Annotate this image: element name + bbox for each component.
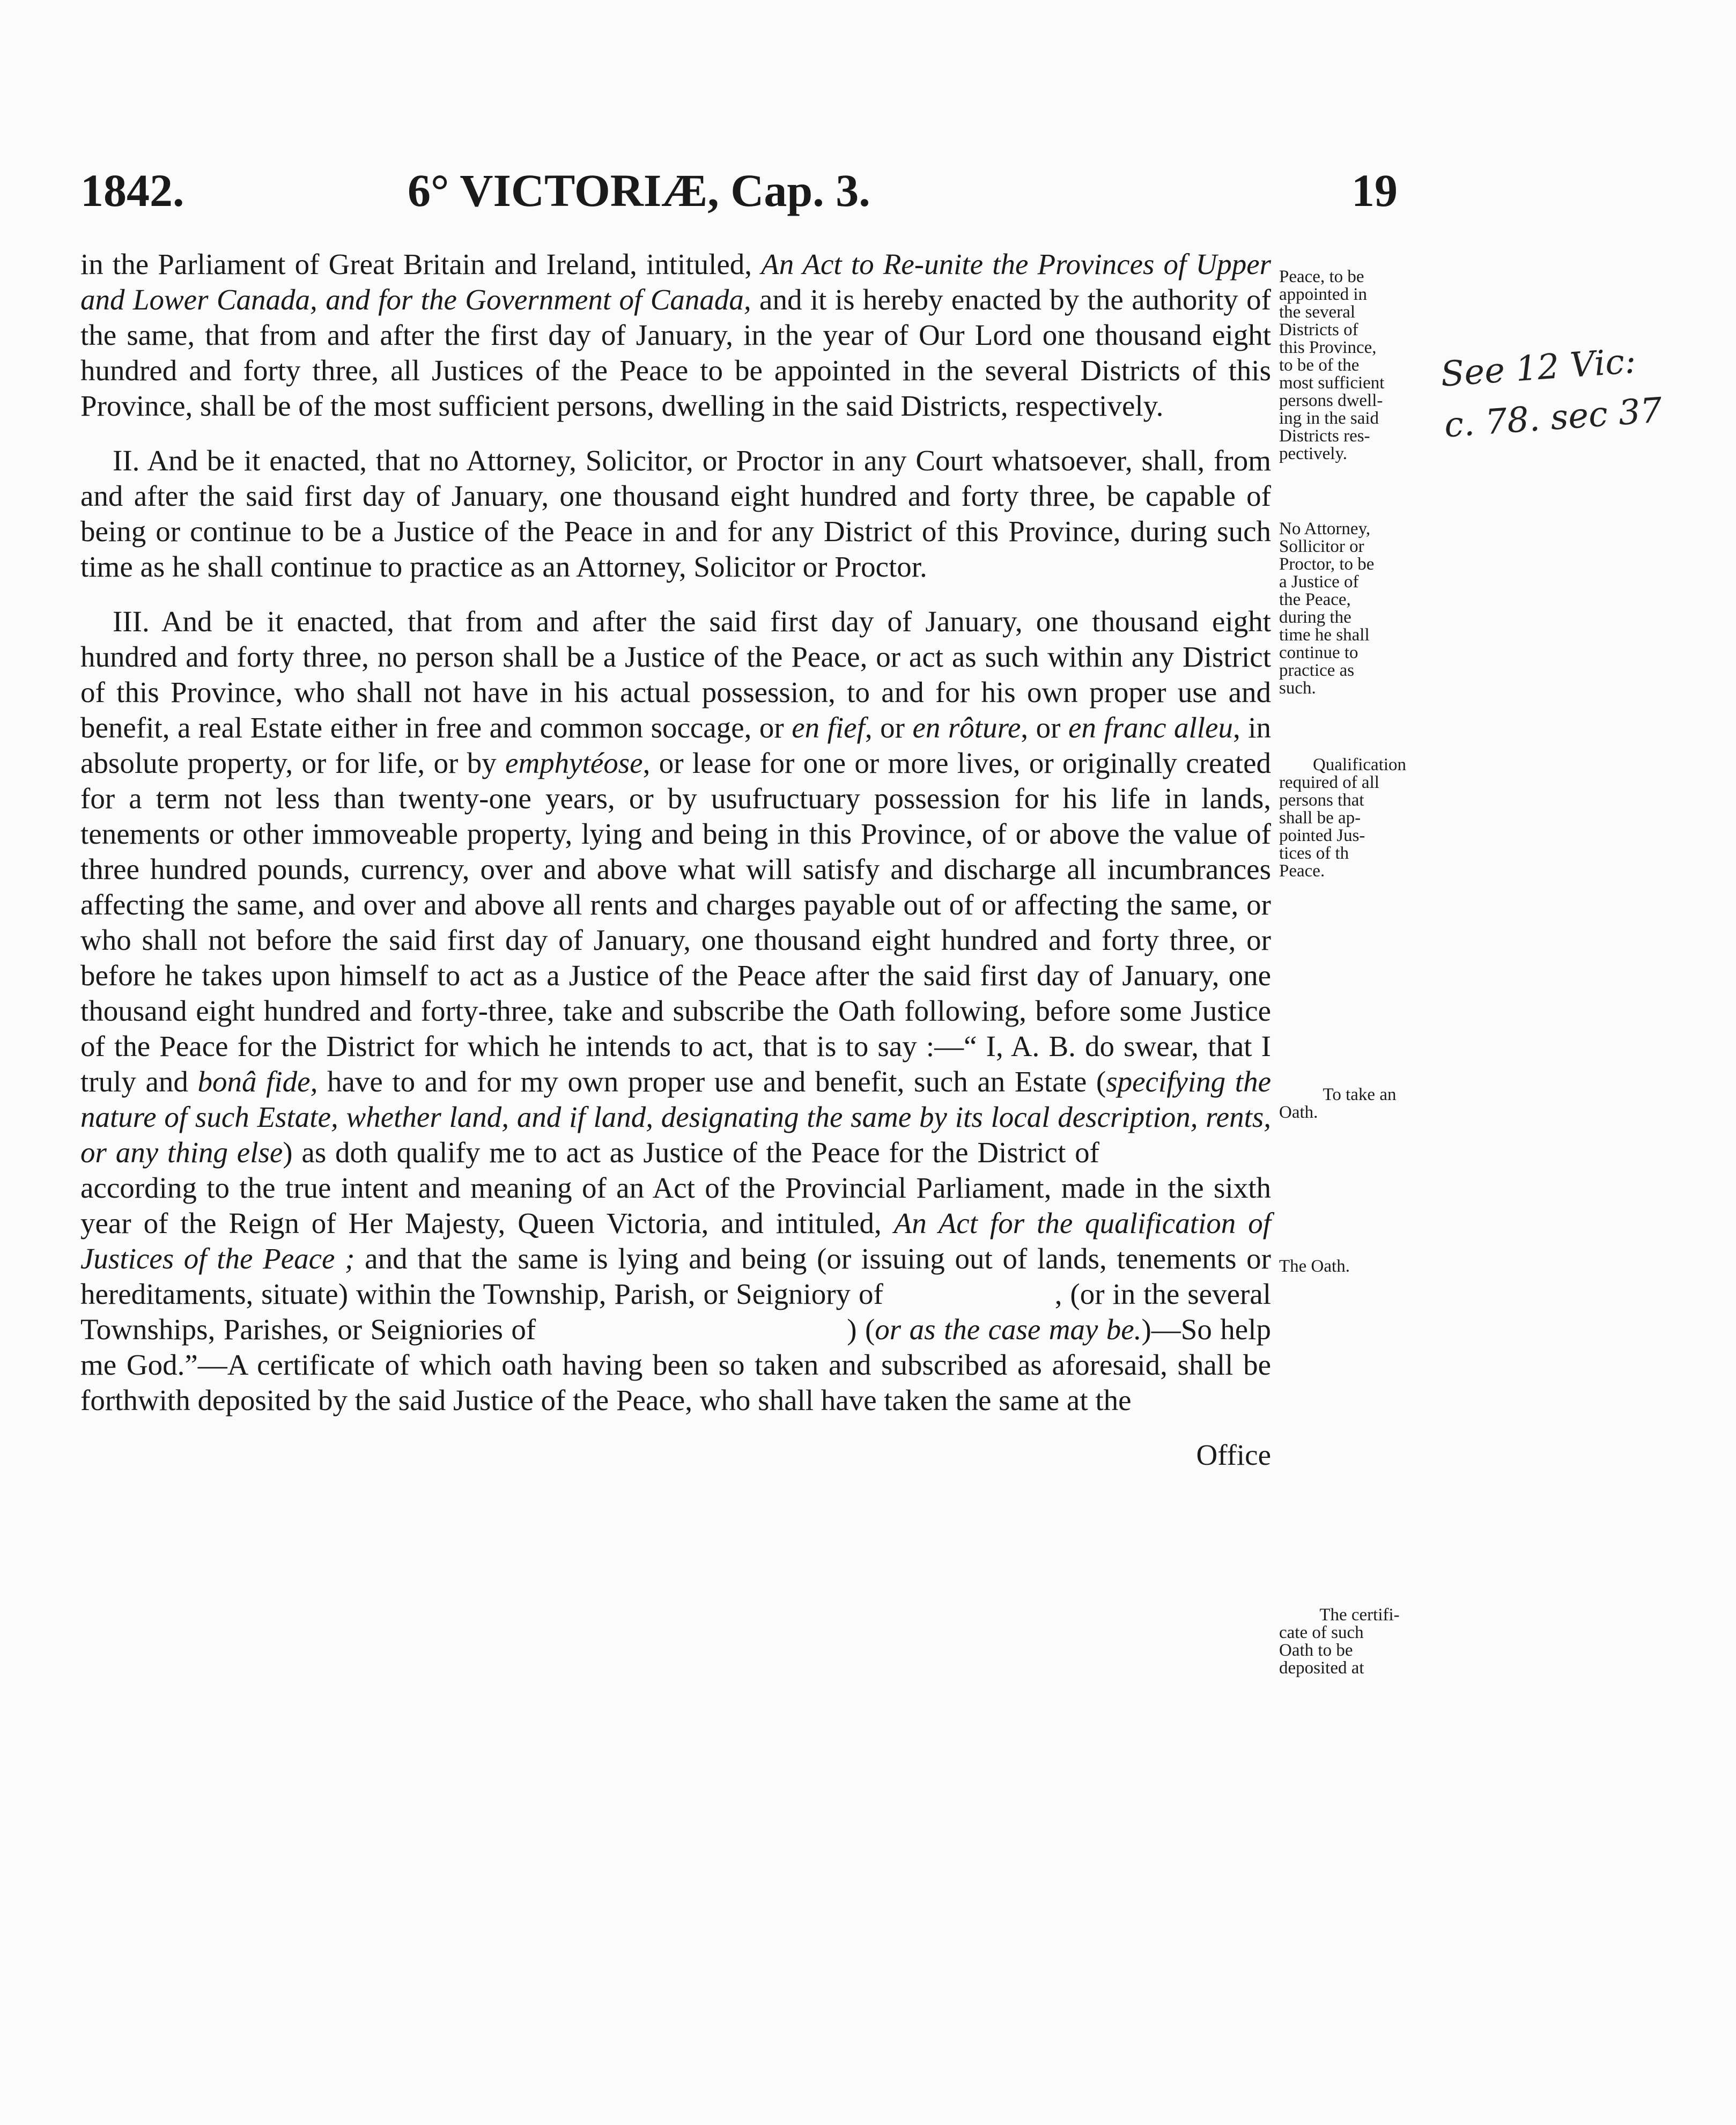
term-en-fief: en fief (792, 711, 865, 744)
marginal-note-5 (1279, 1258, 1440, 1275)
text-run: , (or in the several Townships, Parishes, or Seigniories of (80, 1278, 1271, 1346)
note-line: a Justice of (1279, 572, 1359, 592)
note-line: The certifi- (1319, 1605, 1400, 1625)
header-title: 6° VICTORIÆ, Cap. 3. (408, 165, 870, 216)
note-line: such. (1279, 678, 1316, 698)
marginal-note-4 (1279, 1086, 1440, 1121)
text-run: and that the same is lying and being (or issuing out of lands, tenements or hereditaments, situate) within the Township, Parish, or Seigniory of (80, 1242, 1271, 1310)
note-line: appointed in (1279, 285, 1368, 304)
text-run: , or (1021, 711, 1068, 744)
marginal-note-6 (1279, 1606, 1440, 1677)
section-ii: II. And be it enacted, that no Attorney, Solicitor, or Proctor in any Court whatsoever, shall, from and after the said first day of January, one thousand eight hundred and forty three, be capable of being or continue to be a Justice of the Peace in and for any District of this Province, during such time as he shall continue to practice as an Attorney, Solicitor or Proctor. (80, 444, 1271, 583)
text-run: III. And be it enacted, that from and after the said first day of January, one thousand eight hundred and forty three, no person shall be a Justice of the Peace, or act as such within any District of this Province, who shall not have in his actual possession, to and for his own proper use and benefit, a real Estate either in free and common soccage, or (80, 605, 1271, 744)
note-line: Districts res- (1279, 426, 1370, 446)
note-line: ing in the said (1279, 409, 1379, 428)
header-year: 1842. (80, 165, 184, 216)
note-line: Proctor, to be (1279, 555, 1375, 574)
note-line: Oath to be (1279, 1641, 1353, 1660)
note-line: required of all (1279, 773, 1379, 792)
catchword: Office (1196, 1438, 1271, 1471)
text-run: , or lease for one or more lives, or originally created for a term not less than twenty-one years, or by usufructuary possession for his life in lands, tenements or other immoveable property, lying and being in this Province, of or above the value of three hundred pounds, currency, over and above what will satisfy and discharge all incumbrances affecting the same, and over and above all rents and charges payable out of or affecting the same, or who shall not before the said first day of January, one thousand eight hundred and forty three, or before he takes upon himself to act as a Justice of the Peace after the said first day of January, one thousand eight hundred and forty-three, take and subscribe the Oath following, before some Justice of the Peace for the District for which he intends to act, that is to say :—“ I, A. B. do swear, that I truly and (80, 747, 1271, 1098)
marginal-note-3 (1279, 756, 1440, 880)
marginal-note-2 (1279, 520, 1440, 697)
section-iii (80, 604, 1271, 1418)
note-line: persons that (1279, 791, 1364, 810)
text-run: , in absolute property, or for life, or by (80, 711, 1272, 779)
note-line: Districts of (1279, 320, 1358, 340)
note-line: persons dwell- (1279, 391, 1383, 410)
note-line: time he shall (1279, 625, 1370, 645)
oath-specification: specifying the nature of such Estate, whether land, and if land, designating the same by its local description, rents, or any thing else (80, 1065, 1271, 1169)
note-line: Oath. (1279, 1103, 1318, 1122)
text-run: )—So help me God.”—A certificate of which oath having been so taken and subscribed as aforesaid, shall be forthwith deposited by the said Justice of the Peace, who shall have taken the same at the (80, 1313, 1271, 1416)
note-line: to be of the (1279, 356, 1360, 375)
handwritten-line: See 12 Vic: (1439, 341, 1637, 395)
note-line: cate of such (1279, 1623, 1364, 1642)
text-run: ) ( (847, 1313, 875, 1346)
handwritten-line: c. 78. sec 37 (1443, 390, 1664, 446)
note-line: during the (1279, 608, 1351, 627)
header-page-number: 19 (1351, 165, 1398, 216)
note-line: shall be ap- (1279, 808, 1361, 828)
note-line: the several (1279, 302, 1356, 322)
note-line: Peace. (1279, 861, 1325, 881)
note-line: Sollicitor or (1279, 537, 1364, 556)
note-line: continue to (1279, 643, 1358, 662)
text-run: ) as doth qualify me to act as Justice of the Peace for the District of (283, 1136, 1099, 1169)
handwritten-annotation (1439, 332, 1703, 462)
note-line: the Peace, (1279, 590, 1351, 609)
note-line: deposited at (1279, 1658, 1364, 1678)
note-line: To take an (1323, 1085, 1397, 1104)
term-en-roture: en rôture (912, 711, 1021, 744)
note-line: most sufficient (1279, 373, 1385, 393)
note-line: pectively. (1279, 444, 1348, 463)
note-line: pointed Jus- (1279, 826, 1365, 845)
text-run: , or (865, 711, 913, 744)
page-header (0, 161, 1736, 220)
paragraph-continuation (80, 247, 1271, 424)
note-line: tices of th (1279, 844, 1349, 863)
note-line: this Province, (1279, 338, 1377, 357)
note-line: The Oath. (1279, 1257, 1350, 1276)
act-title: An Act for the qualification of Justices of the Peace ; (80, 1207, 1271, 1275)
act-title: An Act to Re-unite the Provinces of Upper and Lower Canada, and for the Government of Canada, (80, 248, 1272, 316)
note-line: practice as (1279, 661, 1355, 680)
marginal-note-1 (1279, 268, 1440, 463)
note-line: Peace, to be (1279, 267, 1364, 286)
term-en-franc-alleu: en franc alleu (1068, 711, 1233, 744)
main-text (80, 247, 1271, 1492)
note-line: Qualification (1312, 755, 1407, 774)
text-run: have to and for my own proper use and benefit, such an Estate ( (317, 1065, 1106, 1098)
text-run: according to the true intent and meaning of an Act of the Provincial Parliament, made in the sixth year of the Reign of Her Majesty, Queen Victoria, and intituled, (80, 1171, 1271, 1239)
text-run: in the Parliament of Great Britain and Ireland, intituled, (80, 248, 762, 281)
note-line: No Attorney, (1279, 519, 1371, 538)
term-bona-fide: bonâ fide, (197, 1065, 318, 1098)
oath-case-note: or as the case may be. (875, 1313, 1142, 1346)
text-run: and it is hereby enacted by the authority of the same, that from and after the first day of January, in the year of Our Lord one thousand eight hundred and forty three, all Justices of the Peace to be appointed in the several Districts of this Province, shall be of the most sufficient persons, dwelling in the said Districts, respectively. (80, 283, 1271, 422)
term-emphyteose: emphytéose (505, 747, 643, 779)
